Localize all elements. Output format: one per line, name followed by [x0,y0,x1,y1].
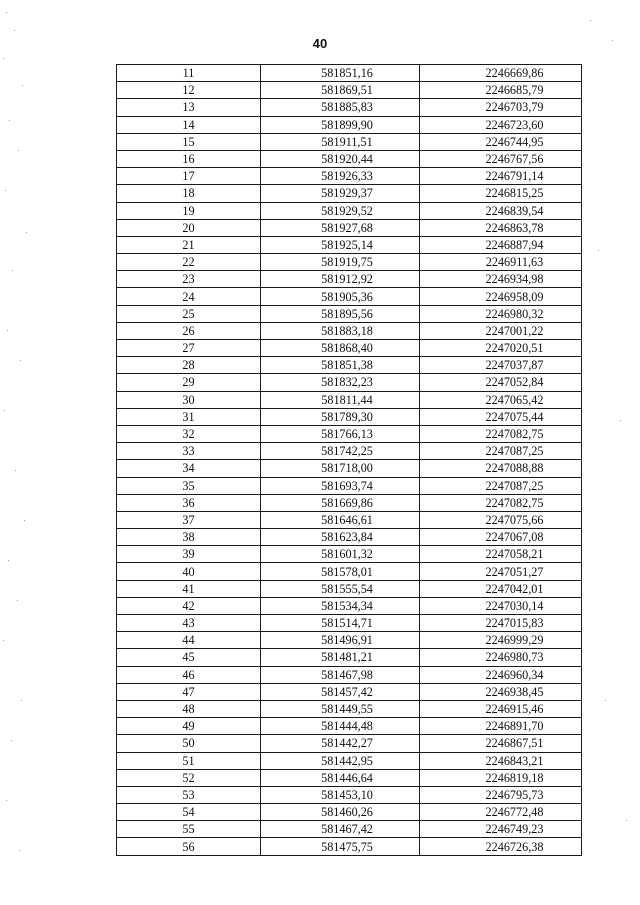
x-coordinate-cell: 581442,27 [261,735,420,752]
x-coordinate-cell: 581883,18 [261,322,420,339]
y-coordinate-cell: 2246934,98 [420,271,582,288]
table-row [117,718,582,735]
y-coordinate-cell: 2247087,25 [420,443,582,460]
scan-speck [4,410,5,411]
table-row [117,305,582,322]
x-coordinate-cell: 581851,38 [261,357,420,374]
point-number-cell: 26 [117,322,261,339]
table-row [117,443,582,460]
table-row [117,150,582,167]
point-number-cell: 25 [117,305,261,322]
point-number-cell: 33 [117,443,261,460]
table-row [117,786,582,803]
y-coordinate-cell: 2247020,51 [420,340,582,357]
x-coordinate-cell: 581899,90 [261,116,420,133]
y-coordinate-cell: 2246915,46 [420,700,582,717]
y-coordinate-cell: 2246839,54 [420,202,582,219]
y-coordinate-cell: 2247067,08 [420,529,582,546]
y-coordinate-cell: 2247015,83 [420,615,582,632]
point-number-cell: 24 [117,288,261,305]
point-number-cell: 11 [117,65,261,82]
point-number-cell: 39 [117,546,261,563]
table-row [117,168,582,185]
scan-speck [590,20,591,21]
x-coordinate-cell: 581851,16 [261,65,420,82]
x-coordinate-cell: 581467,42 [261,821,420,838]
table-row [117,752,582,769]
table-row [117,322,582,339]
point-number-cell: 35 [117,477,261,494]
x-coordinate-cell: 581460,26 [261,804,420,821]
point-number-cell: 23 [117,271,261,288]
y-coordinate-cell: 2246999,29 [420,632,582,649]
scan-speck [6,800,7,801]
x-coordinate-cell: 581446,64 [261,769,420,786]
x-coordinate-cell: 581442,95 [261,752,420,769]
point-number-cell: 42 [117,597,261,614]
point-number-cell: 22 [117,254,261,271]
point-number-cell: 50 [117,735,261,752]
table-row [117,580,582,597]
x-coordinate-cell: 581895,56 [261,305,420,322]
x-coordinate-cell: 581555,54 [261,580,420,597]
x-coordinate-cell: 581869,51 [261,82,420,99]
table-row [117,683,582,700]
y-coordinate-cell: 2246744,95 [420,133,582,150]
y-coordinate-cell: 2246772,48 [420,804,582,821]
scan-speck [20,360,21,361]
coordinates-table-body [117,65,582,856]
point-number-cell: 28 [117,357,261,374]
scan-speck [598,250,599,251]
scan-speck [21,700,22,701]
x-coordinate-cell: 581693,74 [261,477,420,494]
table-row [117,821,582,838]
x-coordinate-cell: 581646,61 [261,511,420,528]
x-coordinate-cell: 581475,75 [261,838,420,855]
y-coordinate-cell: 2246911,63 [420,254,582,271]
x-coordinate-cell: 581832,23 [261,374,420,391]
scan-speck [3,58,4,59]
y-coordinate-cell: 2246960,34 [420,666,582,683]
table-row [117,477,582,494]
table-row [117,632,582,649]
table-row [117,116,582,133]
table-row [117,494,582,511]
y-coordinate-cell: 2246980,32 [420,305,582,322]
point-number-cell: 41 [117,580,261,597]
point-number-cell: 43 [117,615,261,632]
x-coordinate-cell: 581467,98 [261,666,420,683]
point-number-cell: 53 [117,786,261,803]
x-coordinate-cell: 581623,84 [261,529,420,546]
y-coordinate-cell: 2247087,25 [420,477,582,494]
y-coordinate-cell: 2247051,27 [420,563,582,580]
point-number-cell: 49 [117,718,261,735]
table-row [117,425,582,442]
y-coordinate-cell: 2247082,75 [420,425,582,442]
x-coordinate-cell: 581926,33 [261,168,420,185]
point-number-cell: 31 [117,408,261,425]
y-coordinate-cell: 2246891,70 [420,718,582,735]
scan-speck [26,232,27,233]
x-coordinate-cell: 581929,37 [261,185,420,202]
point-number-cell: 32 [117,425,261,442]
point-number-cell: 34 [117,460,261,477]
table-row [117,700,582,717]
x-coordinate-cell: 581444,48 [261,718,420,735]
point-number-cell: 55 [117,821,261,838]
point-number-cell: 17 [117,168,261,185]
x-coordinate-cell: 581457,42 [261,683,420,700]
point-number-cell: 36 [117,494,261,511]
x-coordinate-cell: 581919,75 [261,254,420,271]
point-number-cell: 46 [117,666,261,683]
y-coordinate-cell: 2246669,86 [420,65,582,82]
x-coordinate-cell: 581453,10 [261,786,420,803]
point-number-cell: 56 [117,838,261,855]
y-coordinate-cell: 2246863,78 [420,219,582,236]
scan-speck [15,470,16,471]
point-number-cell: 38 [117,529,261,546]
scan-speck [19,850,20,851]
scan-speck [24,520,25,521]
point-number-cell: 48 [117,700,261,717]
y-coordinate-cell: 2247065,42 [420,391,582,408]
scan-speck [620,420,621,421]
point-number-cell: 51 [117,752,261,769]
y-coordinate-cell: 2246980,73 [420,649,582,666]
y-coordinate-cell: 2246867,51 [420,735,582,752]
x-coordinate-cell: 581449,55 [261,700,420,717]
y-coordinate-cell: 2247030,14 [420,597,582,614]
x-coordinate-cell: 581601,32 [261,546,420,563]
x-coordinate-cell: 581789,30 [261,408,420,425]
table-row [117,271,582,288]
y-coordinate-cell: 2246887,94 [420,236,582,253]
table-row [117,340,582,357]
table-row [117,838,582,855]
scan-speck [3,640,4,641]
y-coordinate-cell: 2246749,23 [420,821,582,838]
point-number-cell: 44 [117,632,261,649]
x-coordinate-cell: 581920,44 [261,150,420,167]
table-row [117,391,582,408]
y-coordinate-cell: 2246726,38 [420,838,582,855]
table-row [117,202,582,219]
table-row [117,460,582,477]
point-number-cell: 19 [117,202,261,219]
y-coordinate-cell: 2247037,87 [420,357,582,374]
table-row [117,804,582,821]
y-coordinate-cell: 2246938,45 [420,683,582,700]
point-number-cell: 20 [117,219,261,236]
table-row [117,65,582,82]
x-coordinate-cell: 581766,13 [261,425,420,442]
point-number-cell: 47 [117,683,261,700]
table-row [117,288,582,305]
table-row [117,236,582,253]
scan-speck [8,560,9,561]
x-coordinate-cell: 581927,68 [261,219,420,236]
x-coordinate-cell: 581578,01 [261,563,420,580]
y-coordinate-cell: 2247075,66 [420,511,582,528]
coordinates-table [116,64,582,856]
point-number-cell: 37 [117,511,261,528]
y-coordinate-cell: 2247001,22 [420,322,582,339]
x-coordinate-cell: 581925,14 [261,236,420,253]
table-row [117,511,582,528]
table-row [117,374,582,391]
y-coordinate-cell: 2246685,79 [420,82,582,99]
table-row [117,219,582,236]
table-row [117,649,582,666]
point-number-cell: 15 [117,133,261,150]
x-coordinate-cell: 581911,51 [261,133,420,150]
table-row [117,133,582,150]
scan-speck [605,700,606,701]
y-coordinate-cell: 2247082,75 [420,494,582,511]
point-number-cell: 14 [117,116,261,133]
y-coordinate-cell: 2246795,73 [420,786,582,803]
y-coordinate-cell: 2247058,21 [420,546,582,563]
point-number-cell: 27 [117,340,261,357]
table-row [117,563,582,580]
scan-speck [626,820,627,821]
point-number-cell: 12 [117,82,261,99]
scan-speck [18,150,19,151]
scan-speck [5,190,6,191]
y-coordinate-cell: 2246815,25 [420,185,582,202]
table-row [117,769,582,786]
x-coordinate-cell: 581811,44 [261,391,420,408]
table-row [117,735,582,752]
y-coordinate-cell: 2246958,09 [420,288,582,305]
y-coordinate-cell: 2247052,84 [420,374,582,391]
x-coordinate-cell: 581718,00 [261,460,420,477]
point-number-cell: 13 [117,99,261,116]
y-coordinate-cell: 2246767,56 [420,150,582,167]
x-coordinate-cell: 581912,92 [261,271,420,288]
table-row [117,357,582,374]
y-coordinate-cell: 2246791,14 [420,168,582,185]
table-row [117,529,582,546]
y-coordinate-cell: 2247042,01 [420,580,582,597]
scan-speck [11,740,12,741]
scan-speck [14,30,15,31]
point-number-cell: 18 [117,185,261,202]
table-row [117,666,582,683]
point-number-cell: 30 [117,391,261,408]
x-coordinate-cell: 581496,91 [261,632,420,649]
point-number-cell: 29 [117,374,261,391]
y-coordinate-cell: 2247088,88 [420,460,582,477]
table-row [117,408,582,425]
x-coordinate-cell: 581669,86 [261,494,420,511]
point-number-cell: 54 [117,804,261,821]
table-row [117,597,582,614]
x-coordinate-cell: 581534,34 [261,597,420,614]
scan-speck [612,40,613,41]
scan-speck [7,330,8,331]
y-coordinate-cell: 2246843,21 [420,752,582,769]
point-number-cell: 16 [117,150,261,167]
x-coordinate-cell: 581905,36 [261,288,420,305]
x-coordinate-cell: 581481,21 [261,649,420,666]
x-coordinate-cell: 581929,52 [261,202,420,219]
table-row [117,82,582,99]
table-row [117,615,582,632]
table-row [117,99,582,116]
y-coordinate-cell: 2246819,18 [420,769,582,786]
y-coordinate-cell: 2247075,44 [420,408,582,425]
scan-speck [22,85,23,86]
point-number-cell: 21 [117,236,261,253]
point-number-cell: 40 [117,563,261,580]
x-coordinate-cell: 581868,40 [261,340,420,357]
scan-speck [6,12,7,13]
scan-speck [17,600,18,601]
table-row [117,546,582,563]
x-coordinate-cell: 581742,25 [261,443,420,460]
table-row [117,254,582,271]
y-coordinate-cell: 2246703,79 [420,99,582,116]
x-coordinate-cell: 581885,83 [261,99,420,116]
scan-speck [12,270,13,271]
page-number: 40 [312,36,328,51]
point-number-cell: 45 [117,649,261,666]
point-number-cell: 52 [117,769,261,786]
y-coordinate-cell: 2246723,60 [420,116,582,133]
scan-speck [9,120,10,121]
x-coordinate-cell: 581514,71 [261,615,420,632]
table-row [117,185,582,202]
